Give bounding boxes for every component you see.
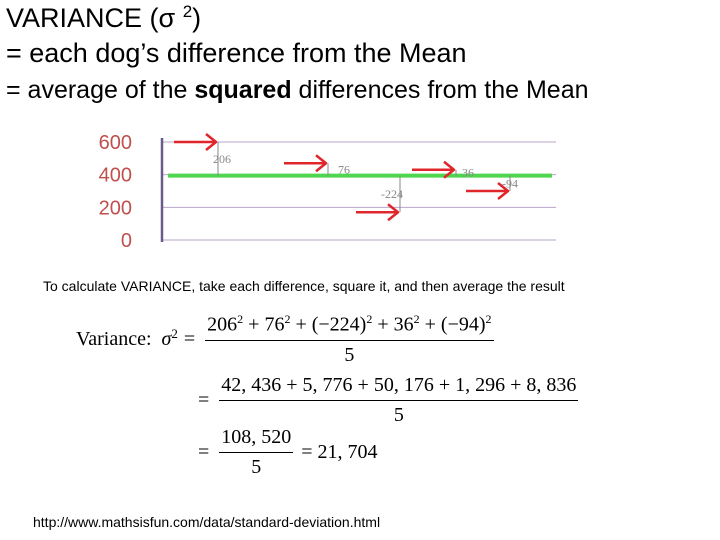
numerator-exponent: 2	[413, 312, 420, 326]
fraction-2-denominator: 5	[393, 404, 404, 426]
fraction-2	[219, 374, 578, 427]
title-superscript: 2	[182, 2, 193, 21]
fraction-2-numerator: 42, 436 + 5, 776 + 50, 176 + 1, 296 + 8, 836	[219, 374, 578, 401]
formula-row-3	[192, 426, 378, 479]
page-title	[6, 2, 201, 34]
sigma-exponent: 2	[171, 326, 178, 342]
y-tick-label: 200	[98, 197, 132, 220]
formula-row-1	[76, 312, 498, 367]
dog-height-marker	[356, 204, 398, 220]
definition-line-2-post: differences from the Mean	[291, 76, 589, 104]
definition-line-2	[6, 76, 589, 105]
difference-label: 76	[338, 162, 350, 177]
equals-sign: =	[183, 327, 196, 350]
title-close: )	[192, 3, 202, 33]
definition-line-1: = each dog’s difference from the Mean	[6, 38, 467, 68]
fraction-3-numerator: 108, 520	[219, 426, 293, 453]
formula-label: Variance:	[76, 327, 152, 350]
numerator-term: 206	[207, 313, 238, 336]
difference-label: -94	[502, 176, 518, 191]
equals-sign: =	[198, 389, 210, 411]
dog-heights-chart	[90, 118, 570, 248]
fraction-1	[205, 312, 493, 367]
numerator-exponent: 2	[284, 312, 291, 326]
title-text: VARIANCE (σ	[6, 3, 183, 33]
numerator-term: + 36	[372, 313, 414, 336]
dog-height-marker	[174, 134, 216, 150]
difference-label: 206	[213, 151, 231, 166]
formula-row-2	[192, 374, 582, 427]
source-link[interactable]: http://www.mathsisfun.com/data/standard-deviation.html	[33, 514, 381, 530]
numerator-term: + (−224)	[290, 313, 367, 336]
fraction-3-denominator: 5	[251, 456, 262, 478]
variance-result: = 21, 704	[301, 441, 378, 463]
equals-sign: =	[198, 441, 210, 463]
y-tick-label: 400	[98, 164, 132, 187]
instruction-text: To calculate VARIANCE, take each difference, square it, and then average the result	[43, 278, 565, 294]
numerator-exponent: 2	[485, 312, 492, 326]
y-tick-label: 0	[120, 230, 132, 248]
dog-height-marker	[284, 155, 326, 171]
sigma-symbol: σ	[161, 327, 172, 350]
definition-line-2-pre: = average of the	[6, 76, 195, 104]
difference-label: 36	[462, 165, 474, 180]
numerator-exponent: 2	[366, 312, 373, 326]
y-tick-label: 600	[98, 132, 132, 154]
definition-line-2-bold: squared	[194, 76, 292, 104]
fraction-3	[219, 426, 293, 479]
numerator-term: + (−94)	[419, 313, 486, 336]
numerator-term: + 76	[243, 313, 285, 336]
fraction-1-numerator	[205, 312, 493, 341]
fraction-1-denominator: 5	[344, 343, 355, 366]
difference-label: -224	[381, 186, 403, 201]
numerator-exponent: 2	[237, 312, 244, 326]
